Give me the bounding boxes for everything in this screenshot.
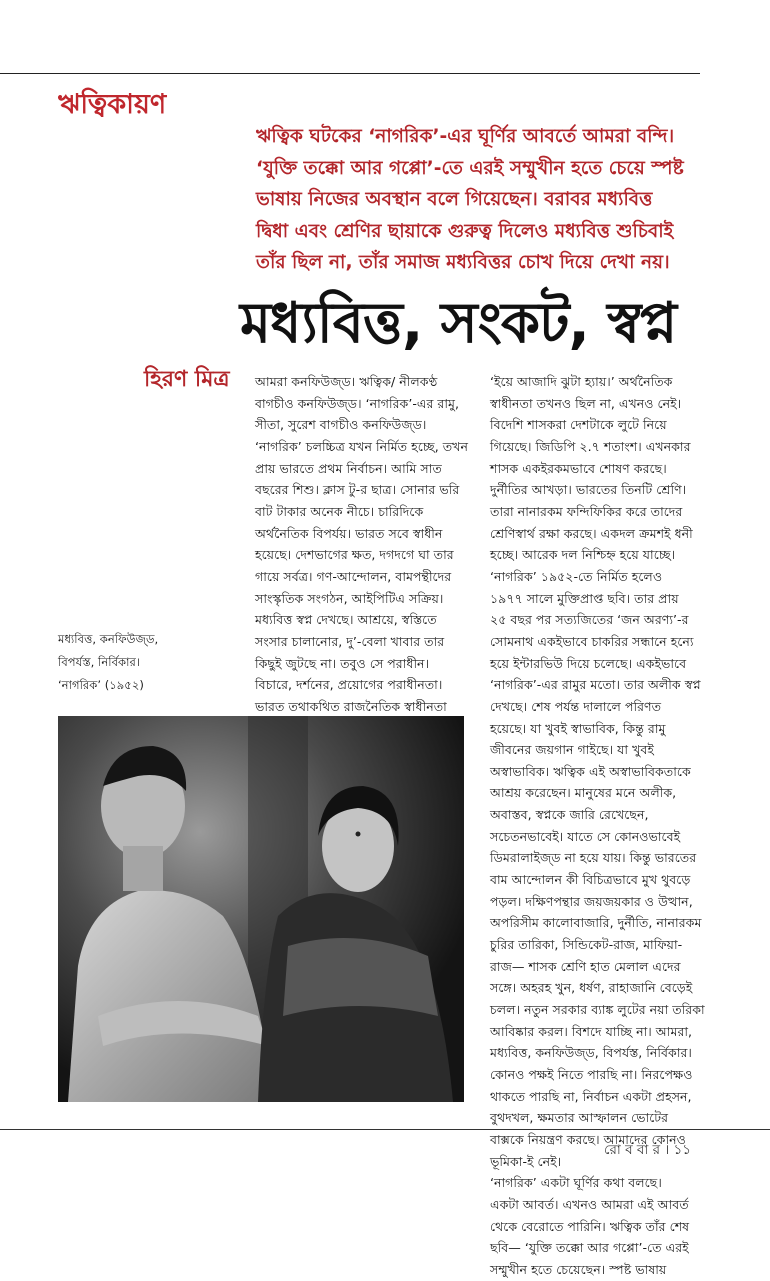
body-line: হয়ে ইন্টারভিউ দিয়ে চলেছে। একইভাবে [490, 655, 687, 671]
body-line: বছরের শিশু। ক্লাস টু-র ছাত্র। সোনার ভরি [255, 482, 460, 498]
intro-line: ‘যুক্তি তক্কো আর গপ্পো’-তে এরই সম্মুখীন হতে চেয়ে স্পষ্ট [256, 157, 684, 179]
body-line: সংসার চালানোর, দু’-বেলা খাবার তার [255, 633, 445, 649]
body-line: সীতা, সুরেশ বাগচীও কনফিউজ্‌ড। [255, 417, 427, 433]
body-line: জীবনের জয়গান গাইছে। যা খুবই [490, 742, 654, 758]
body-line: কিছুই জুটছে না। তবুও সে পরাধীন। [255, 655, 430, 671]
body-line: বুথদখল, ক্ষমতার আস্ফালন ভোটের [490, 1110, 669, 1126]
body-line: আবিষ্কার করল। বিশদে যাচ্ছি না। আমরা, [490, 1023, 693, 1039]
body-line: ২৫ বছর পর সত্যজিতের ‘জন অরণ্য’-র [490, 612, 689, 628]
body-line: তারা নানারকম ফন্দিফিকির করে তাদের [490, 503, 683, 519]
body-line: ‘নাগরিক’-এর রামুর মতো। তার অলীক স্বপ্ন [490, 677, 701, 693]
intro-line: ঋত্বিক ঘটকের ‘নাগরিক’-এর ঘূর্ণির আবর্তে আমরা বন্দি। [256, 126, 675, 147]
body-line: গায়ে সর্বত্র। গণ-আন্দোলন, বামপন্থীদের [255, 568, 452, 584]
caption-line: বিপর্যস্ত, নির্বিকার। [58, 655, 141, 669]
intro-line: ভাষায় নিজের অবস্থান বলে গিয়েছেন। বরাবর মধ্যবিত্ত [256, 189, 653, 210]
body-line: ১৯৭৭ সালে মুক্তিপ্রাপ্ত ছবি। তার প্রায় [490, 590, 679, 606]
body-line: বিদেশি শাসকরা দেশটাকে লুটে নিয়ে [490, 417, 667, 433]
body-line: বাট টাকার অনেক নীচে। চারিদিকে [255, 503, 424, 519]
body-line: স্বাধীনতা তখনও ছিল না, এখনও নেই। [490, 395, 682, 411]
body-line: অস্বাভাবিক। ঋত্বিক এই অস্বাভাবিকতাকে [490, 763, 691, 779]
body-line: ‘নাগরিক’ একটা ঘূর্ণির কথা বলছে। [490, 1175, 662, 1191]
intro-standfirst [256, 121, 706, 279]
body-line: ভূমিকা-ই নেই। [490, 1153, 562, 1169]
body-line: ছবি— ‘যুক্তি তক্কো আর গপ্পো’-তে এরই [490, 1240, 689, 1256]
bottom-rule [0, 1129, 770, 1130]
caption-line: ‘নাগরিক’ (১৯৫২) [58, 678, 144, 692]
body-line: সচেতনভাবেই। যাতে সে কোনওভাবেই [490, 828, 681, 844]
author-byline: হিরণ মিত্র [144, 367, 230, 392]
body-line: দেখছে। শেষ পর্যন্ত দালালে পরিণত [490, 698, 662, 714]
body-line: রাজ— শাসক শ্রেণি হাত মেলাল এদের [490, 958, 681, 974]
body-line: হয়েছে। দেশভাগের ক্ষত, দগদগে ঘা তার [255, 547, 454, 563]
body-line: সোমনাথ একইভাবে চাকরির সন্ধানে হন্যে [490, 633, 694, 649]
body-line: চলল। নতুন সরকার ব্যাঙ্ক লুটের নয়া তরিকা [490, 1002, 705, 1018]
intro-line: দ্বিধা এবং শ্রেণির ছায়াকে গুরুত্ব দিলেও মধ্যবিত্ত শুচিবাই [256, 220, 674, 242]
film-still-photo [58, 716, 464, 1102]
body-line: শাসক একইরকমভাবে শোষণ করছে। [490, 460, 667, 476]
intro-line: তাঁর ছিল না, তাঁর সমাজ মধ্যবিত্তর চোখ দিয়ে দেখা নয়। [256, 252, 670, 273]
body-line: বাম আন্দোলন কী বিচিত্রভাবে মুখ থুবড়ে [490, 872, 691, 888]
body-line: হয়েছে। যা খুবই স্বাভাবিক, কিন্তু রামু [490, 720, 666, 736]
body-line: হচ্ছে। আরেক দল নিশ্চিহ্ন হয়ে যাচ্ছে। [490, 547, 676, 563]
body-line: অপরিসীম কালোবাজারি, দুর্নীতি, নানারকম [490, 915, 702, 931]
section-label: ঋত্বিকায়ণ [58, 89, 167, 120]
body-line: ‘ইয়ে আজাদি ঝুটা হ্যায়।’ অর্থনৈতিক [490, 374, 673, 389]
body-line: মধ্যবিত্ত, কনফিউজ্‌ড, বিপর্যস্ত, নির্বিকার। [490, 1045, 692, 1061]
body-line: বাক্সকে নিয়ন্ত্রণ করছে। আমাদের কোনও [490, 1131, 686, 1147]
body-line: দুর্নীতির আখড়া। ভারতের তিনটি শ্রেণি। [490, 482, 687, 498]
body-line: সম্মুখীন হতে চেয়েছেন। স্পষ্ট ভাষায় [490, 1261, 667, 1277]
body-line: বাগচীও কনফিউজ্‌ড। ‘নাগরিক’-এর রামু, [255, 395, 459, 411]
body-line: আশ্রয় করেছেন। মানুষের মনে অলীক, [490, 785, 677, 801]
top-rule [0, 73, 700, 74]
body-line: সাংস্কৃতিক সংগঠন, আইপিটিএ সক্রিয়। [255, 590, 444, 606]
body-line: ডিমরালাইজ্‌ড না হয়ে যায়। কিন্তু ভারতের [490, 850, 697, 866]
body-line: পড়ল। দক্ষিণপন্থার জয়জয়কার ও উত্থান, [490, 893, 693, 909]
body-line: প্রায় ভারতে প্রথম নির্বাচন। আমি সাত [255, 460, 442, 476]
body-line: চুরির তারিকা, সিন্ডিকেট-রাজ, মাফিয়া- [490, 937, 683, 953]
body-line: থাকতে পারছি না, নির্বাচন একটা প্রহসন, [490, 1088, 692, 1104]
body-line: বিচারে, দর্শনের, প্রয়োগের পরাধীনতা। [255, 677, 443, 693]
body-line: অবাস্তব, স্বপ্নকে জারি রেখেছেন, [490, 807, 649, 823]
body-line: মধ্যবিত্ত স্বপ্ন দেখছে। আশ্রয়ে, স্বস্তিতে [255, 612, 437, 628]
body-line: অর্থনৈতিক বিপর্যয়। ভারত সবে স্বাধীন [255, 525, 443, 541]
body-line: আমরা কনফিউজ্‌ড। ঋত্বিক/ নীলকণ্ঠ [255, 374, 438, 389]
body-column-1 [255, 371, 483, 761]
film-still-illustration [58, 716, 464, 1102]
body-line: ‘নাগরিক’ চলচ্চিত্র যখন নির্মিত হচ্ছে, তখন [255, 438, 468, 454]
body-line: ভারত তথাকথিত রাজনৈতিক স্বাধীনতা [255, 698, 447, 714]
caption-line: মধ্যবিত্ত, কনফিউজ্‌ড, [58, 632, 159, 646]
body-line: ‘নাগরিক’ ১৯৫২-তে নির্মিত হলেও [490, 568, 663, 584]
body-line: শ্রেণিস্বার্থ রক্ষা করছে। একদল ক্রমশই ধনী [490, 525, 693, 541]
headline: মধ্যবিত্ত, সংকট, স্বপ্ন [240, 291, 677, 356]
body-line: থেকে বেরোতে পারিনি। ঋত্বিক তাঁর শেষ [490, 1218, 690, 1234]
body-line: গিয়েছে। জিডিপি ২.৭ শতাংশ। এখনকার [490, 438, 691, 454]
photo-caption [58, 628, 208, 697]
body-line: কোনও পক্ষই নিতে পারছি না। নিরপেক্ষও [490, 1067, 693, 1082]
page-folio: রো ব বা র । ১১ [604, 1142, 691, 1158]
body-line: সঙ্গে। অহরহ খুন, ধর্ষণ, রাহাজানি বেড়েই [490, 980, 693, 996]
body-line: একটা আবর্ত। এখনও আমরা এই আবর্ত [490, 1196, 689, 1212]
